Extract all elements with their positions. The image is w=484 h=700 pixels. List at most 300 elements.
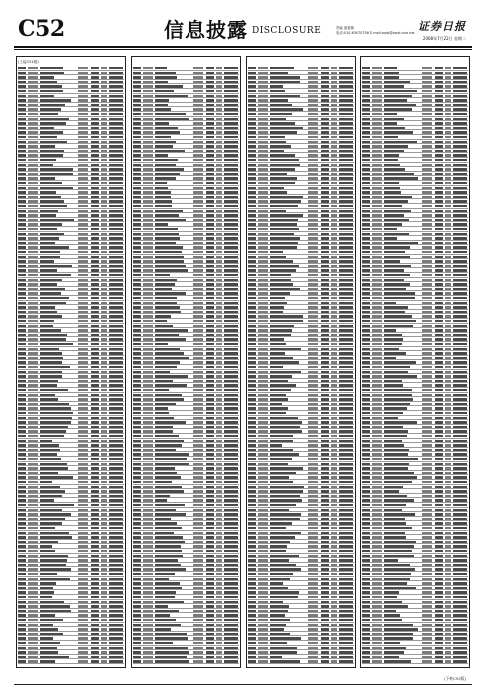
table-cell [109, 269, 123, 271]
table-cell [133, 522, 141, 524]
table-cell [435, 136, 443, 138]
table-cell [384, 200, 408, 202]
table-cell [258, 545, 268, 547]
table-cell [101, 555, 107, 557]
table-cell [18, 297, 26, 299]
table-cell [133, 251, 141, 253]
table-cell [193, 95, 203, 97]
table-cell [248, 150, 256, 152]
table-cell [101, 435, 107, 437]
table-cell [372, 412, 382, 414]
table-cell [109, 131, 123, 133]
table-cell [224, 200, 238, 202]
table-cell [422, 421, 432, 423]
table-cell [248, 458, 256, 460]
table-cell [339, 246, 353, 248]
table-cell [101, 495, 107, 497]
table-cell [384, 191, 401, 193]
table-cell [101, 490, 107, 492]
table-cell [18, 573, 26, 575]
table-cell [248, 573, 256, 575]
table-cell [453, 214, 467, 216]
table-cell [18, 334, 26, 336]
table-cell [91, 518, 99, 520]
table-cell [362, 656, 370, 658]
table-cell [18, 578, 26, 580]
table-cell [91, 361, 99, 363]
table-cell [270, 389, 291, 391]
table-cell [78, 398, 88, 400]
table-cell [248, 122, 256, 124]
table-cell [155, 628, 171, 630]
table-cell [155, 223, 168, 225]
table-cell [339, 131, 353, 133]
table-cell [18, 582, 26, 584]
table-cell [372, 513, 382, 515]
table-cell [445, 348, 451, 350]
table-cell [372, 233, 382, 235]
table-cell [331, 394, 337, 396]
table-cell [143, 591, 153, 593]
table-cell [155, 591, 176, 593]
table-cell [362, 223, 370, 225]
table-cell [101, 187, 107, 189]
table-cell [193, 467, 203, 469]
table-cell [193, 568, 203, 570]
table-cell [384, 182, 399, 184]
table-cell [109, 656, 123, 658]
table-cell [28, 154, 38, 156]
table-cell [143, 564, 153, 566]
table-cell [422, 210, 432, 212]
table-cell [216, 265, 222, 267]
table-cell [270, 122, 295, 124]
table-cell [445, 472, 451, 474]
table-cell [206, 223, 214, 225]
table-cell [133, 315, 141, 317]
table-cell [40, 449, 60, 451]
table-cell [28, 458, 38, 460]
table-cell [193, 476, 203, 478]
table-cell [40, 228, 57, 230]
table-cell [78, 384, 88, 386]
table-cell [206, 256, 214, 258]
table-cell [331, 458, 337, 460]
table-cell [206, 187, 214, 189]
table-cell [331, 660, 337, 662]
table-cell [372, 573, 382, 575]
table-cell [435, 118, 443, 120]
table-cell [372, 159, 382, 161]
table-cell [372, 499, 382, 501]
table-cell [155, 375, 188, 377]
table-cell [270, 145, 291, 147]
table-cell [91, 472, 99, 474]
table-cell [248, 279, 256, 281]
table-cell [193, 633, 203, 635]
table-cell [133, 81, 141, 83]
table-cell [78, 311, 88, 313]
table-cell [339, 536, 353, 538]
table-cell [216, 555, 222, 557]
table-cell [384, 486, 403, 488]
table-cell [224, 233, 238, 235]
table-cell [40, 196, 61, 198]
table-cell [206, 343, 214, 345]
table-cell [78, 210, 88, 212]
table-cell [384, 564, 410, 566]
table-cell [193, 394, 203, 396]
table-cell [78, 315, 88, 317]
table-cell [18, 168, 26, 170]
table-cell [28, 647, 38, 649]
table-cell [18, 210, 26, 212]
table-cell [248, 99, 256, 101]
table-cell [91, 127, 99, 129]
table-cell [453, 412, 467, 414]
table-cell [155, 251, 182, 253]
table-cell [362, 375, 370, 377]
table-cell [109, 633, 123, 635]
table-cell [101, 214, 107, 216]
table-cell [206, 536, 214, 538]
table-cell [331, 463, 337, 465]
table-cell [248, 430, 256, 432]
table-cell [101, 311, 107, 313]
table-cell [308, 463, 318, 465]
table-cell [270, 453, 299, 455]
table-cell [339, 463, 353, 465]
table-cell [109, 518, 123, 520]
table-cell [101, 237, 107, 239]
table-cell [362, 605, 370, 607]
table-cell [372, 118, 382, 120]
table-cell [91, 509, 99, 511]
table-cell [216, 444, 222, 446]
table-cell [143, 545, 153, 547]
table-cell [109, 302, 123, 304]
table-cell [40, 509, 62, 511]
table-cell [384, 591, 399, 593]
table-cell [143, 444, 153, 446]
table-cell [206, 407, 214, 409]
table-cell [331, 366, 337, 368]
table-cell [155, 104, 168, 106]
table-cell [155, 99, 169, 101]
table-cell [248, 127, 256, 129]
table-cell [155, 527, 182, 529]
table-cell [248, 177, 256, 179]
table-cell [384, 637, 413, 639]
table-cell [384, 559, 398, 561]
table-cell [445, 72, 451, 74]
table-cell [453, 486, 467, 488]
table-cell [78, 200, 88, 202]
table-cell [258, 633, 268, 635]
table-cell [18, 380, 26, 382]
table-cell [248, 90, 256, 92]
table-cell [109, 564, 123, 566]
table-cell [339, 504, 353, 506]
table-cell [28, 145, 38, 147]
table-cell [258, 95, 268, 97]
table-cell [453, 113, 467, 115]
table-cell [193, 541, 203, 543]
table-cell [422, 545, 432, 547]
table-cell [224, 315, 238, 317]
table-cell [18, 99, 26, 101]
table-cell [216, 256, 222, 258]
table-cell [339, 435, 353, 437]
table-cell [109, 601, 123, 603]
table-cell [258, 426, 268, 428]
table-cell [308, 196, 318, 198]
table-cell [372, 182, 382, 184]
table-cell [78, 394, 88, 396]
table-cell [422, 476, 432, 478]
table-cell [435, 564, 443, 566]
table-cell [143, 164, 153, 166]
table-cell [339, 495, 353, 497]
table-cell [258, 233, 268, 235]
table-cell [155, 177, 176, 179]
table-cell [308, 182, 318, 184]
table-cell [28, 476, 38, 478]
table-cell [143, 398, 153, 400]
table-cell [40, 647, 57, 649]
table-cell [78, 122, 88, 124]
table-cell [339, 288, 353, 290]
table-cell [384, 357, 396, 359]
table-cell [133, 306, 141, 308]
table-cell [372, 472, 382, 474]
table-cell [91, 168, 99, 170]
table-cell [193, 205, 203, 207]
table-cell [372, 352, 382, 354]
table-cell [422, 651, 432, 653]
table-cell [193, 191, 203, 193]
table-cell [248, 205, 256, 207]
table-cell [101, 642, 107, 644]
table-cell [28, 72, 38, 74]
table-cell [216, 573, 222, 575]
table-cell [101, 509, 107, 511]
table-cell [109, 136, 123, 138]
table-cell [321, 628, 329, 630]
table-cell [453, 292, 467, 294]
table-cell [308, 633, 318, 635]
table-cell [362, 219, 370, 221]
table-cell [331, 555, 337, 557]
table-cell [193, 398, 203, 400]
table-cell [308, 573, 318, 575]
table-cell [133, 343, 141, 345]
table-cell [109, 430, 123, 432]
table-cell [384, 122, 397, 124]
table-cell [224, 260, 238, 262]
table-cell [270, 642, 287, 644]
table-cell [445, 601, 451, 603]
table-cell [331, 472, 337, 474]
table-cell [445, 306, 451, 308]
table-cell [362, 334, 370, 336]
table-cell [339, 522, 353, 524]
table-cell [362, 398, 370, 400]
table-cell [384, 72, 399, 74]
table-cell [133, 357, 141, 359]
table-cell [91, 72, 99, 74]
table-cell [258, 164, 268, 166]
table-cell [143, 99, 153, 101]
table-cell [435, 348, 443, 350]
table-cell [40, 486, 60, 488]
table-cell [372, 214, 382, 216]
table-cell [18, 214, 26, 216]
table-cell [109, 495, 123, 497]
table-cell [155, 587, 182, 589]
table-cell [445, 555, 451, 557]
table-cell [270, 472, 296, 474]
table-cell [308, 352, 318, 354]
table-cell [133, 164, 141, 166]
table-cell [18, 499, 26, 501]
table-cell [91, 647, 99, 649]
table-cell [270, 527, 286, 529]
table-cell [384, 338, 403, 340]
table-cell [28, 495, 38, 497]
table-cell [270, 564, 296, 566]
table-cell [101, 660, 107, 662]
table-cell [258, 587, 268, 589]
table-cell [224, 136, 238, 138]
table-cell [143, 532, 153, 534]
table-cell [248, 357, 256, 359]
table-cell [206, 564, 214, 566]
table-cell [331, 587, 337, 589]
table-cell [321, 348, 329, 350]
table-cell [339, 237, 353, 239]
table-cell [339, 118, 353, 120]
table-cell [384, 624, 413, 626]
table-cell [91, 81, 99, 83]
table-cell [78, 205, 88, 207]
table-cell [248, 283, 256, 285]
table-cell [339, 403, 353, 405]
table-cell [206, 361, 214, 363]
table-cell [143, 619, 153, 621]
table-cell [422, 191, 432, 193]
table-cell [78, 550, 88, 552]
table-cell [206, 605, 214, 607]
table-cell [362, 527, 370, 529]
table-cell [308, 642, 318, 644]
table-cell [308, 380, 318, 382]
table-cell [372, 647, 382, 649]
table-cell [248, 85, 256, 87]
table-cell [270, 297, 285, 299]
table-cell [40, 366, 70, 368]
table-cell [206, 311, 214, 313]
table-cell [40, 564, 66, 566]
table-cell [40, 619, 63, 621]
table-cell [445, 651, 451, 653]
table-cell [270, 210, 286, 212]
table-cell [28, 196, 38, 198]
table-cell [372, 228, 382, 230]
table-cell [445, 246, 451, 248]
table-cell [270, 559, 289, 561]
table-cell [270, 458, 292, 460]
table-cell [91, 651, 99, 653]
table-cell [453, 380, 467, 382]
table-cell [91, 486, 99, 488]
table-cell [193, 177, 203, 179]
table-cell [133, 568, 141, 570]
table-cell [422, 389, 432, 391]
table-cell [331, 573, 337, 575]
table-column [16, 56, 126, 668]
table-cell [206, 610, 214, 612]
table-cell [435, 343, 443, 345]
table-cell [28, 384, 38, 386]
table-cell [91, 642, 99, 644]
table-cell [101, 541, 107, 543]
table-cell [91, 449, 99, 451]
table-cell [143, 200, 153, 202]
table-cell [224, 587, 238, 589]
table-cell [384, 233, 409, 235]
table-cell [372, 518, 382, 520]
table-cell [308, 440, 318, 442]
table-cell [453, 463, 467, 465]
table-cell [435, 233, 443, 235]
table-cell [372, 177, 382, 179]
table-cell [91, 113, 99, 115]
table-cell [40, 587, 53, 589]
table-cell [331, 233, 337, 235]
table-cell [78, 591, 88, 593]
table-cell [422, 306, 432, 308]
table-cell [331, 518, 337, 520]
table-cell [331, 159, 337, 161]
table-cell [101, 334, 107, 336]
table-cell [308, 159, 318, 161]
table-cell [193, 196, 203, 198]
table-cell [193, 297, 203, 299]
table-cell [133, 486, 141, 488]
table-cell [270, 182, 295, 184]
table-cell [435, 610, 443, 612]
table-cell [384, 578, 410, 580]
table-cell [216, 394, 222, 396]
table-cell [193, 104, 203, 106]
table-cell [155, 131, 180, 133]
table-cell [91, 104, 99, 106]
table-cell [435, 187, 443, 189]
table-cell [143, 343, 153, 345]
table-cell [308, 453, 318, 455]
table-cell [143, 127, 153, 129]
table-cell [216, 219, 222, 221]
table-cell [206, 541, 214, 543]
table-cell [216, 164, 222, 166]
table-cell [155, 532, 174, 534]
table-cell [155, 499, 167, 501]
table-cell [101, 205, 107, 207]
table-cell [321, 196, 329, 198]
table-cell [445, 647, 451, 649]
table-cell [453, 440, 467, 442]
